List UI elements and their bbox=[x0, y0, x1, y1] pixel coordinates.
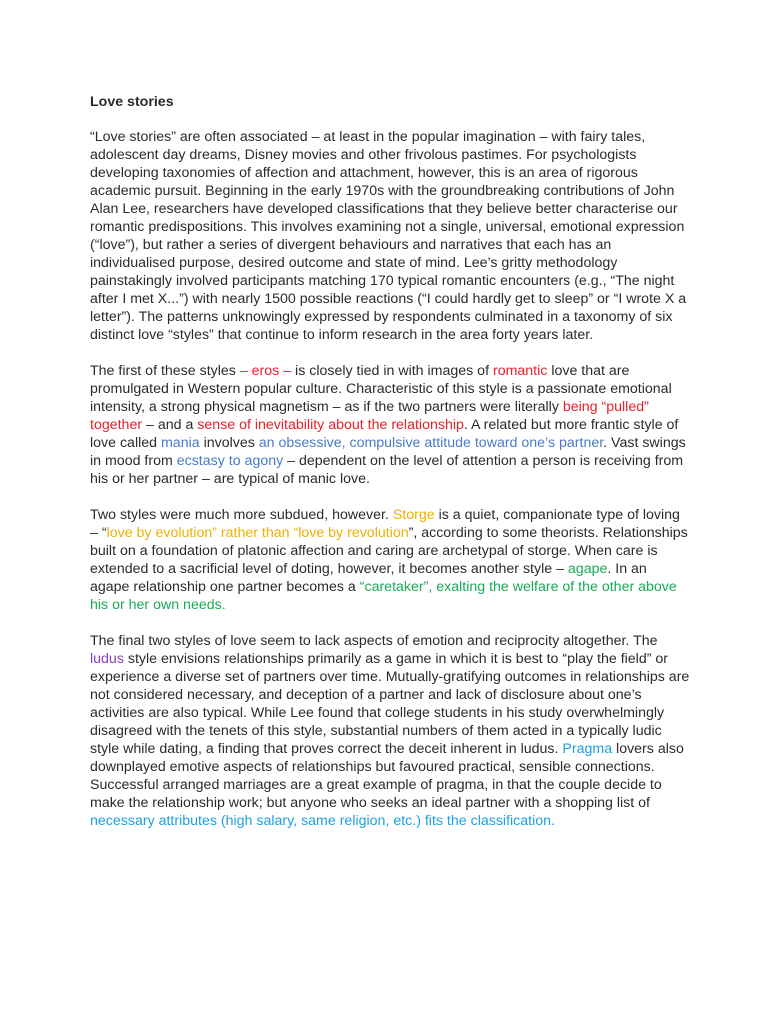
highlighted-text-cyan: Pragma bbox=[562, 741, 613, 757]
text-run: lovers also downplayed emotive aspects of relationships but favoured practical, sensible connections. Successful arranged marriages are a great example of pragma, in that the couple decide to make the relationship work; but anyone who seeks an ideal partner with a shopping list of bbox=[90, 741, 684, 811]
paragraph bbox=[90, 128, 690, 344]
highlighted-text-red: sense of inevitability about the relationship bbox=[197, 417, 464, 433]
text-run: is closely tied in with images of bbox=[291, 363, 493, 379]
text-run: style envisions relationships primarily as a game in which it is best to “play the field” or experience a diverse set of partners over time. Mutually-gratifying outcomes in relationships are not considered necessary, and deception of a partner and lack of disclosure about one’s activities are also typical. While Lee found that college students in his study overwhelmingly disagreed with the tenets of this style, substantial numbers of them acted in a typically ludic style while dating, a finding that proves correct the deceit inherent in ludus. bbox=[90, 651, 690, 757]
highlighted-text-red: – eros – bbox=[239, 363, 292, 379]
text-run: “Love stories” are often associated – at least in the popular imagination – with fairy tales, adolescent day dreams, Disney movies and other frivolous pastimes. For psychologists developing taxonomies of affection and attachment, however, this is an area of rigorous academic pursuit. Beginning in the early 1970s with the groundbreaking contributions of John Alan Lee, researchers have developed classifications that they believe better characterise our romantic predispositions. This involves examining not a single, universal, emotional expression (“love”), but rather a series of divergent behaviours and narratives that each has an individualised purpose, desired outcome and state of mind. Lee’s gritty methodology painstakingly involved participants matching 170 typical romantic encounters (e.g., “The night after I met X...”) with nearly 1500 possible reactions (“I could hardly get to sleep” or “I wrote X a letter”). The patterns unknowingly expressed by respondents culminated in a taxonomy of six distinct love “styles” that continue to inform research in the area forty years later. bbox=[90, 129, 687, 343]
text-run: The first of these styles bbox=[90, 363, 240, 379]
document-title: Love stories bbox=[90, 94, 174, 110]
highlighted-text-purple: ludus bbox=[90, 651, 124, 667]
paragraph bbox=[90, 632, 690, 830]
highlighted-text-blue: ecstasy to agony bbox=[176, 453, 284, 469]
text-run: – dependent on the level of attention a person is receiving from his or her partner – are typical of manic love. bbox=[90, 453, 684, 487]
highlighted-text-blue: mania bbox=[160, 435, 200, 451]
paragraph bbox=[90, 362, 690, 488]
highlighted-text-red: being “pulled” together bbox=[90, 399, 649, 433]
highlighted-text-blue: an obsessive, compulsive attitude toward one’s partner bbox=[258, 435, 604, 451]
highlighted-text-green: agape bbox=[567, 561, 608, 577]
text-run: . A related but more frantic style of love called bbox=[90, 417, 679, 451]
highlighted-text-yellow: love by evolution” rather than “love by revolution bbox=[106, 525, 409, 541]
highlighted-text-red: romantic bbox=[492, 363, 548, 379]
text-run: is a quiet, companionate type of loving – “ bbox=[90, 507, 680, 541]
highlighted-text-cyan: necessary attributes (high salary, same religion, etc.) fits the classification. bbox=[90, 813, 555, 829]
highlighted-text-green: “caretaker”, exalting the welfare of the other above his or her own needs. bbox=[90, 579, 677, 613]
text-run: involves bbox=[199, 435, 259, 451]
text-run: Two styles were much more subdued, however. bbox=[90, 507, 393, 523]
text-run: The final two styles of love seem to lack aspects of emotion and reciprocity altogether. The bbox=[90, 633, 658, 649]
text-run: – and a bbox=[142, 417, 198, 433]
paragraph bbox=[90, 506, 690, 614]
document-body bbox=[90, 93, 690, 848]
paragraph-list bbox=[90, 128, 690, 830]
text-run: ”, according to some theorists. Relationships built on a foundation of platonic affection and caring are archetypal of storge. When care is extended to a sacrificial level of doting, however, it becomes another style – bbox=[90, 525, 688, 577]
text-run: love that are promulgated in Western popular culture. Characteristic of this style is a passionate emotional intensity, a strong physical magnetism – as if the two partners were literally bbox=[90, 363, 672, 415]
text-run: . In an agape relationship one partner becomes a bbox=[90, 561, 647, 595]
highlighted-text-yellow: Storge bbox=[392, 507, 435, 523]
text-run: . Vast swings in mood from bbox=[90, 435, 686, 469]
